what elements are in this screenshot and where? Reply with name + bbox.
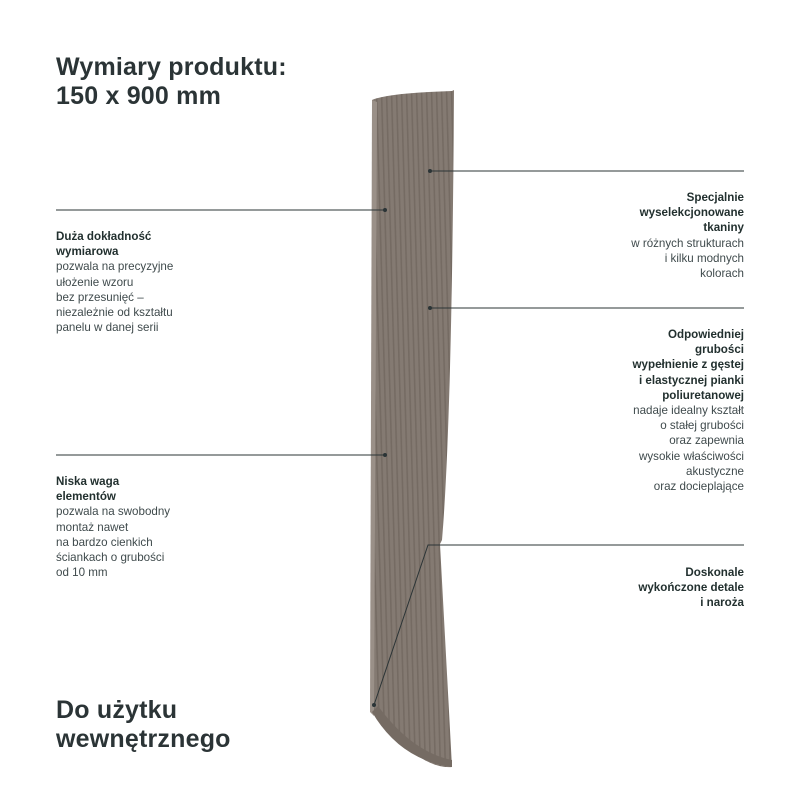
feature-thickness-text-line: oraz docieplające xyxy=(653,480,744,494)
feature-weight-heading-line: elementów xyxy=(56,490,116,504)
feature-thickness-heading-line: grubości xyxy=(695,343,744,357)
feature-accuracy-heading xyxy=(56,229,173,259)
feature-accuracy-text-line: bez przesunięć – xyxy=(56,290,144,304)
feature-fabrics-text-line: i kilku modnych xyxy=(664,251,744,265)
callout-dot-thickness xyxy=(428,306,432,310)
feature-thickness-text-line: o stałej grubości xyxy=(660,419,744,433)
feature-thickness-heading-line: wypełnienie z gęstej xyxy=(632,358,744,372)
feature-thickness xyxy=(544,327,744,494)
indoor-use-title xyxy=(56,696,231,754)
callout-dot-fabrics xyxy=(428,169,432,173)
feature-weight-text-line: na bardzo cienkich xyxy=(56,535,153,549)
callout-dot-accuracy xyxy=(383,208,387,212)
wall-panel xyxy=(372,90,454,767)
product-dimensions-title xyxy=(56,53,287,111)
title-line-2: 150 x 900 mm xyxy=(56,82,222,110)
feature-details-heading-line: Doskonale xyxy=(685,566,744,579)
feature-fabrics-heading-line: tkaniny xyxy=(703,221,744,235)
feature-fabrics xyxy=(544,190,744,281)
feature-thickness-text-line: oraz zapewnia xyxy=(669,434,744,448)
title-line-1: Wymiary produktu: xyxy=(56,53,287,81)
feature-details xyxy=(544,565,744,611)
callout-dot-details xyxy=(372,703,376,707)
feature-accuracy-heading-line: wymiarowa xyxy=(56,245,119,259)
feature-accuracy-heading-line: Duża dokładność xyxy=(56,230,152,243)
feature-thickness-text-line: wysokie właściwości xyxy=(638,449,744,463)
feature-accuracy-text-line: niezależnie od kształtu xyxy=(56,306,173,320)
feature-thickness-text-line: nadaje idealny kształt xyxy=(633,404,744,418)
feature-weight-text-line: montaż nawet xyxy=(56,520,129,534)
panel-corner-bevel xyxy=(372,706,452,767)
feature-fabrics-heading-line: Specjalnie xyxy=(686,191,744,204)
feature-thickness-heading-line: Odpowiedniej xyxy=(667,328,744,341)
feature-accuracy xyxy=(56,229,173,335)
feature-weight-heading xyxy=(56,474,170,504)
feature-fabrics-description xyxy=(544,236,744,282)
feature-thickness-heading xyxy=(544,327,744,403)
footer-line-1: Do użytku xyxy=(56,696,178,724)
feature-weight-text-line: od 10 mm xyxy=(56,566,108,580)
feature-fabrics-heading xyxy=(544,190,744,236)
feature-accuracy-text-line: panelu w danej serii xyxy=(56,321,159,335)
feature-details-heading-line: i naroża xyxy=(700,596,744,610)
callout-dot-weight xyxy=(383,453,387,457)
feature-weight xyxy=(56,474,170,580)
feature-accuracy-text-line: pozwala na precyzyjne xyxy=(56,260,174,274)
feature-thickness-heading-line: poliuretanowej xyxy=(662,388,744,402)
panel-edge-highlight xyxy=(370,100,377,716)
feature-accuracy-description xyxy=(56,259,173,335)
feature-fabrics-text-line: w różnych strukturach xyxy=(631,236,744,250)
feature-accuracy-text-line: ułożenie wzoru xyxy=(56,275,134,289)
feature-details-heading xyxy=(544,565,744,611)
feature-fabrics-heading-line: wyselekcjonowane xyxy=(639,206,744,220)
feature-thickness-heading-line: i elastycznej pianki xyxy=(638,373,744,387)
feature-weight-description xyxy=(56,504,170,580)
feature-fabrics-text-line: kolorach xyxy=(700,267,744,281)
feature-thickness-text-line: akustyczne xyxy=(686,464,744,478)
footer-line-2: wewnętrznego xyxy=(56,725,231,753)
feature-weight-text-line: ściankach o grubości xyxy=(56,551,165,565)
feature-weight-text-line: pozwala na swobodny xyxy=(56,505,171,519)
feature-details-heading-line: wykończone detale xyxy=(638,581,744,595)
feature-weight-heading-line: Niska waga xyxy=(56,475,120,488)
feature-thickness-description xyxy=(544,403,744,494)
